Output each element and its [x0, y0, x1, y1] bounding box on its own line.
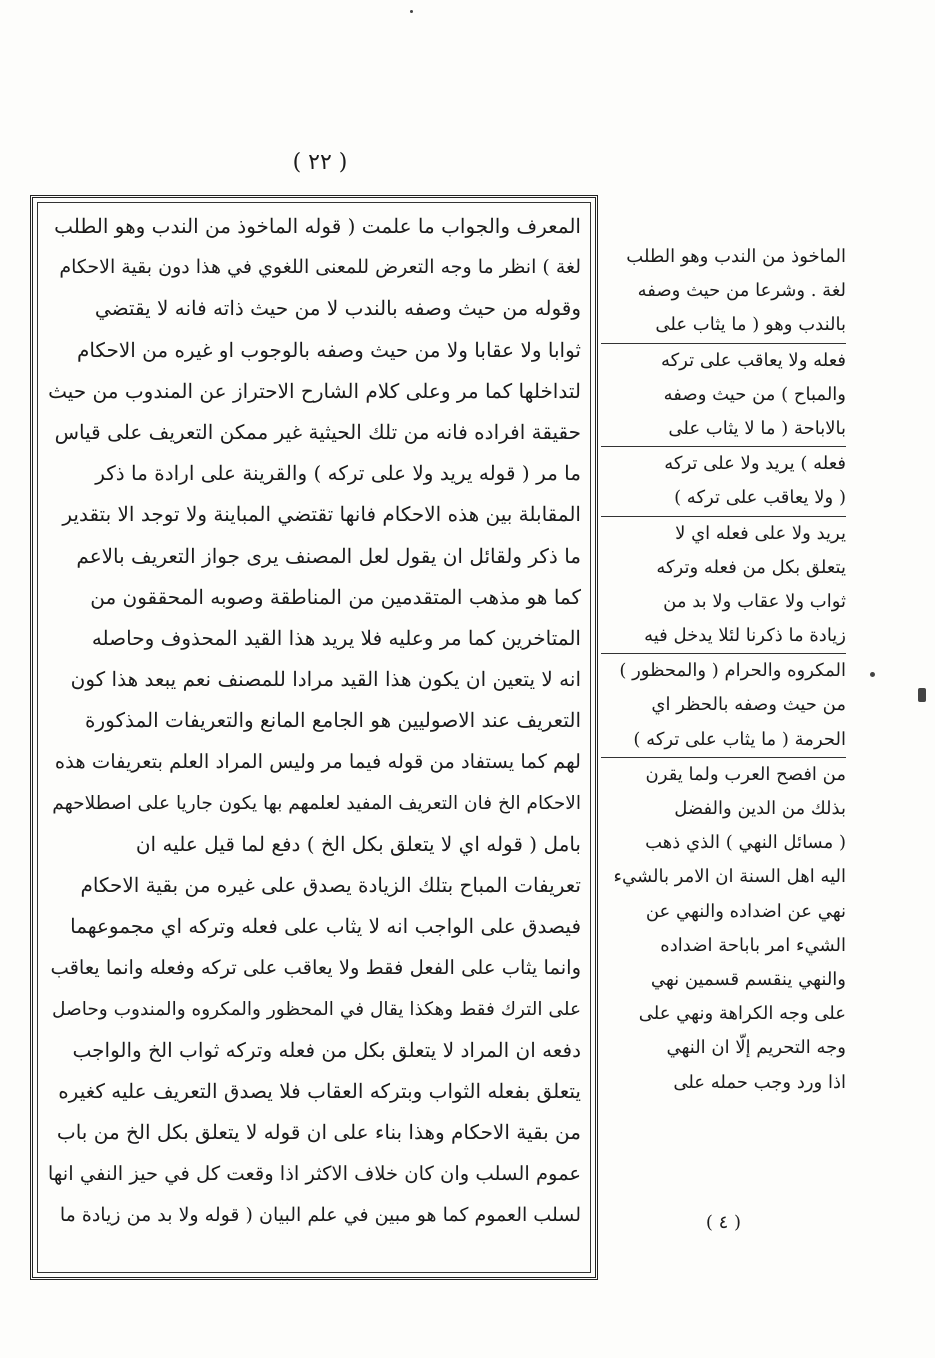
margin-line: فعله ولا يعاقب على تركه [660, 349, 846, 371]
commentary-line: ثوابا ولا عقابا ولا من حيث وصفه بالوجوب او غيره من الاحكام [76, 337, 581, 362]
margin-line: المكروه والحرام ( والمحظور ) [619, 660, 846, 682]
commentary-line: من بقية الاحكام وهذا بناء على ان قوله لا يتعلق بكل الخ من باب [56, 1120, 581, 1145]
commentary-line: دفعه ان المراد لا يتعلق بكل من فعله وتركه ثواب الخ والواجب [72, 1037, 581, 1062]
commentary-line: يتعلق بفعله الثواب وبتركه العقاب فلا يصدق التعريف عليه كغيره [58, 1078, 581, 1103]
margin-line: فعله ) يريد ولا على تركه [664, 453, 846, 475]
margin-line: اذا ورد وجب حمله على [673, 1071, 846, 1093]
margin-line: ثواب ولا عقاب ولا بد من [663, 590, 846, 612]
margin-line: والنهي ينقسم قسمين نهي [650, 968, 846, 990]
margin-line: الماخوذ من الندب وهو الطلب [626, 246, 846, 267]
margin-line: يريد ولا على فعله اي لا [675, 522, 846, 544]
commentary-line: ما مر ( قوله يريد ولا على تركه ) والقرينة على ارادة ما ذكر [95, 461, 581, 486]
scan-speck [870, 672, 875, 677]
margin-line: ( مسائل النهي ) الذي ذهب [645, 832, 846, 854]
commentary-line: لغة ) انظر ما وجه التعرض للمعنى اللغوي في هذا دون بقية الاحكام [59, 256, 581, 279]
page-number: ( ٢٢ ) [292, 150, 348, 175]
margin-line: وجه التحريم إلّا ان النهي [666, 1037, 846, 1059]
commentary-line: بامل ( قوله اي لا يتعلق بكل الخ ) دفع لما قيل عليه ان [135, 831, 581, 856]
commentary-line: عموم السلب وان كان خلاف الاكثر اذا وقعت كل في حيز النفي انها [47, 1162, 581, 1186]
scan-speck [918, 688, 926, 702]
commentary-line: المتاخرين كما مر وعليه فلا يريد هذا القيد المحذوف وحاصله [91, 625, 581, 650]
commentary-line: ما ذكر ولقائل ان يقول لعل المصنف يرى جواز التعريف بالاعم [76, 543, 581, 568]
margin-line: من افصح العرب ولما يقرن [645, 763, 846, 785]
margin-footer-number: ( ٤ ) [705, 1212, 742, 1233]
commentary-line: الاحكام الخ فان التعريف المفيد لعلمهم بها يكون جاريا على اصطلاحهم [52, 792, 581, 814]
commentary-line: تعريفات المباح بتلك الزيادة يصدق على غيره من بقية الاحكام [80, 873, 581, 897]
margin-line: بالاباحة ( ما لا يثاب على [601, 412, 846, 447]
commentary-frame [30, 195, 598, 1280]
margin-line: بذلك من الدين والفضل [674, 798, 846, 819]
commentary-line: لتداخلها كما مر وعلى كلام الشارح الاحتراز عن المندوب من حيث [48, 378, 581, 403]
margin-line: الشيء امر باباحة اضداده [660, 934, 846, 956]
margin-line: اليه اهل السنة ان الامر بالشيء [613, 866, 846, 888]
commentary-line: وانما يثاب على الفعل فقط ولا يعاقب على تركه وفعله وانما يعاقب [50, 956, 581, 980]
margin-text [601, 240, 846, 1100]
margin-line: الحرمة ( ما يثاب على تركه ) [601, 723, 846, 758]
commentary-line: كما هو مذهب المتقدمين من المناطقة وصوبه المحققون من [90, 584, 581, 609]
margin-line: على وجه الكراهة ونهي على [638, 1003, 846, 1025]
margin-line: زيادة ما ذكرنا لئلا يدخل فيه [601, 619, 846, 654]
margin-line: نهي عن اضداده والنهي عن [645, 900, 846, 922]
commentary-line: على الترك فقط وهكذا يقال في المحظور والمكروه والمندوب وحاصل [51, 998, 581, 1020]
commentary-line: لهم كما يستفاد من قوله فيما مر وليس المراد العلم بتعريفات هذه [54, 750, 581, 774]
margin-line: لغة . وشرعا من حيث وصفه [637, 280, 846, 302]
margin-line: ( ولا يعاقب على تركه ) [601, 481, 846, 516]
margin-line: من حيث وصفه بالحظر اي [651, 694, 846, 716]
scan-speck [410, 10, 413, 13]
commentary-line: وقوله من حيث وصفه بالندب لا من حيث ذاته فانه لا يقتضي [94, 296, 581, 321]
commentary-line: لسلب العموم كما هو مبين في علم البيان ( قوله ولا بد من زيادة ما [59, 1203, 581, 1226]
commentary-line: فيصدق على الواجب انه لا يثاب على فعله وتركه اي مجموعهما [70, 914, 581, 939]
margin-line: والمباح ) من حيث وصفه [663, 383, 846, 405]
commentary-line: المقابلة بين هذه الاحكام فانها تقتضي المباينة ولا توجد الا بتقدير [62, 502, 581, 527]
commentary-line: التعريف عند الاصوليين هو الجامع المانع والتعريفات المذكورة [84, 708, 581, 733]
commentary-line: حقيقة افراده فانه من تلك الحيثية غير ممكن التعريف على قياس [54, 419, 581, 444]
commentary-line: المعرف والجواب ما علمت ( قوله الماخوذ من الندب وهو الطلب [54, 214, 581, 238]
margin-line: يتعلق بكل من فعله وتركه [656, 556, 846, 578]
margin-line: بالندب وهو ( ما يثاب على [601, 308, 846, 343]
commentary-text [47, 206, 581, 1236]
commentary-line: انه لا يتعين ان يكون هذا القيد مرادا للمصنف نعم يبعد هذا كون [70, 667, 581, 692]
